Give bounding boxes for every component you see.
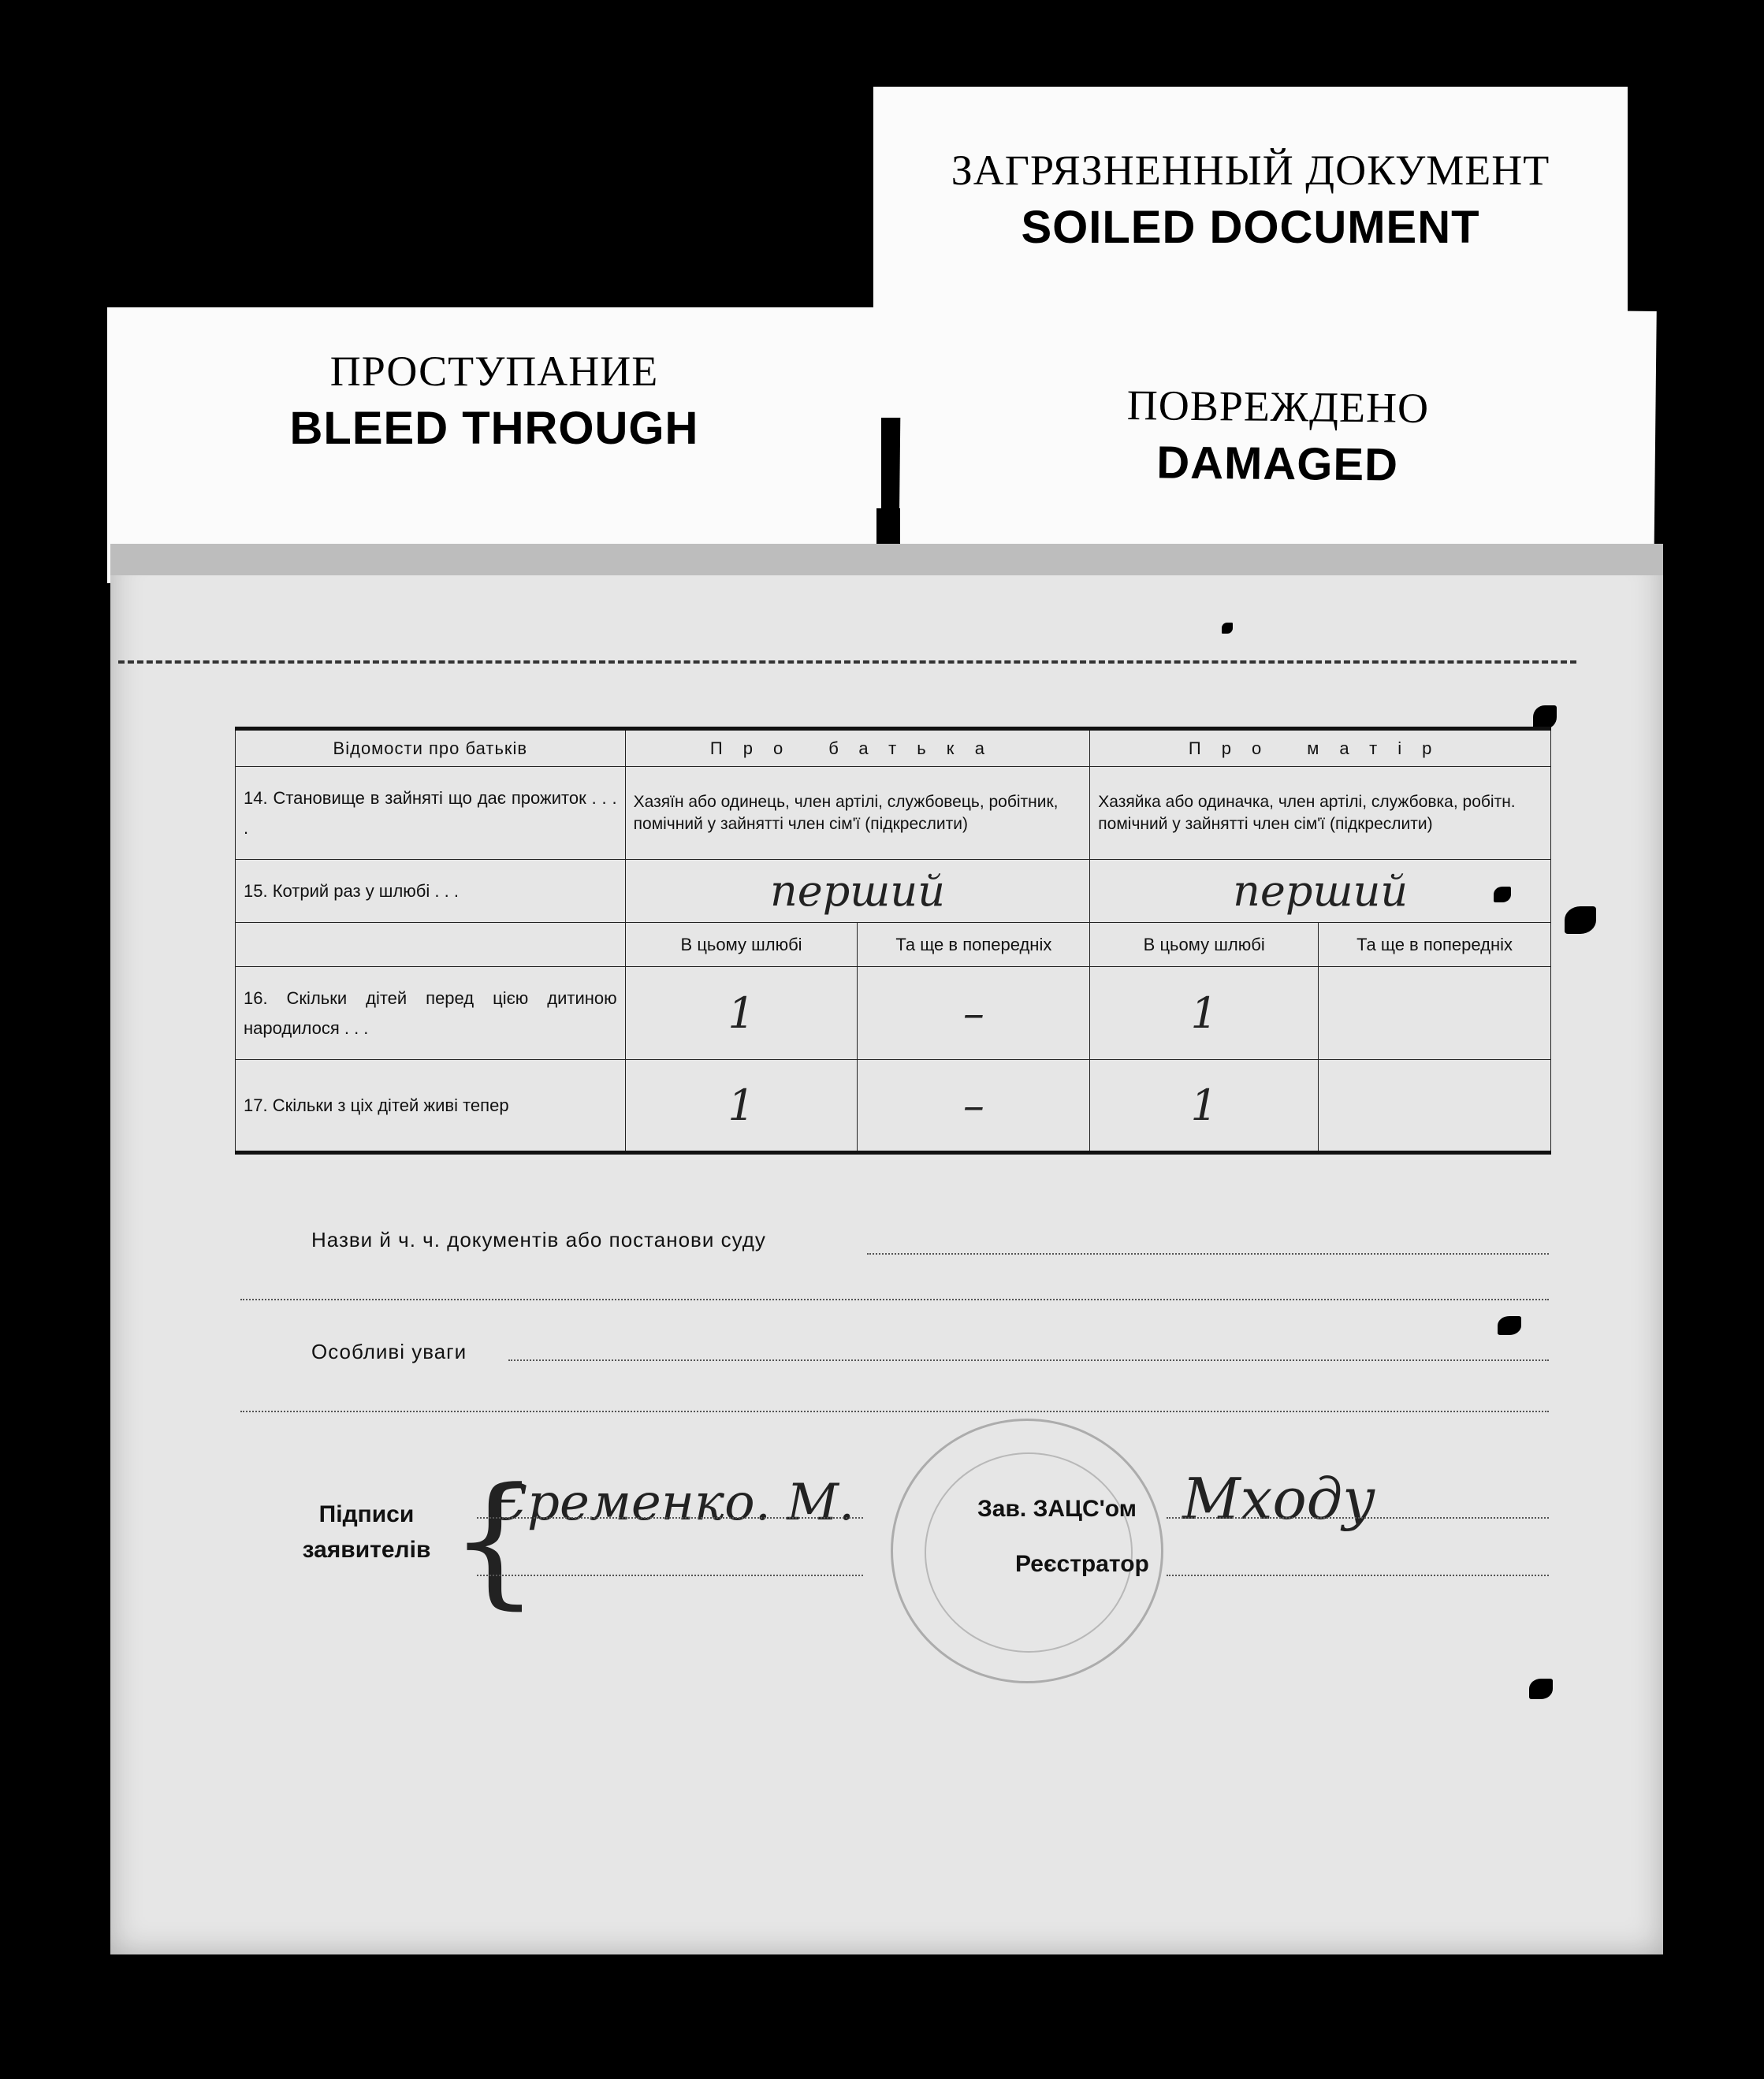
parents-table (235, 727, 1551, 1155)
row16-father-prev: – (858, 967, 1090, 1060)
bleed-through-card (107, 307, 881, 583)
header-mother: Про матір (1090, 729, 1551, 767)
row17-father-this: 1 (625, 1060, 858, 1153)
head-signature: Мходу (1182, 1466, 1376, 1532)
row16-father-this: 1 (625, 967, 858, 1060)
signatures-label: Підписи (318, 1501, 415, 1527)
row17-mother-this: 1 (1090, 1060, 1319, 1153)
tear-mark (1529, 1679, 1553, 1699)
bleed-en-text: BLEED THROUGH (289, 403, 699, 454)
parents-info-form (235, 727, 1551, 1155)
registrar-signature-line (1167, 1575, 1549, 1576)
damaged-card (899, 303, 1657, 579)
registrar-label: Реєстратор (1015, 1551, 1149, 1577)
row14-mother: Хазяйка або одиначка, член артілі, службовка, робітн. помічний у зайнятті член сім'ї (підкреслити) (1090, 767, 1551, 860)
paper-top-edge (110, 544, 1663, 575)
row16-mother-prev (1319, 967, 1551, 1060)
notes-field-line-2 (240, 1411, 1549, 1412)
bleed-ru-text: ПРОСТУПАНИЕ (329, 348, 659, 395)
soiled-ru-text: ЗАГРЯЗНЕННЫЙ ДОКУМЕНТ (951, 147, 1550, 194)
subheader-mother-prev: Та ще в попередніх (1319, 923, 1551, 967)
applicant-signature-line-2 (477, 1575, 863, 1576)
row14-label: 14. Становище в зайняті що дає прожиток . . . . (236, 767, 626, 860)
row17-label: 17. Скільки з ціх дітей живі тепер (236, 1060, 626, 1153)
subheader-father-this: В цьому шлюбі (625, 923, 858, 967)
row15-mother: перший (1090, 860, 1551, 923)
row16-mother-this: 1 (1090, 967, 1319, 1060)
soiled-en-text: SOILED DOCUMENT (1021, 202, 1480, 253)
subheader-father-prev: Та ще в попередніх (858, 923, 1090, 967)
documents-label: Назви й ч. ч. документів або постанови суду (311, 1228, 766, 1251)
signature-brace: { (449, 1458, 540, 1623)
row15-father: перший (625, 860, 1090, 923)
head-signature-line (1167, 1517, 1549, 1519)
subheader-mother-this: В цьому шлюбі (1090, 923, 1319, 967)
hole-mark (1222, 623, 1233, 634)
head-label: Зав. ЗАЦС'ом (977, 1496, 1137, 1522)
header-parents-info: Відомости про батьків (236, 729, 626, 767)
tear-mark (1565, 906, 1596, 934)
notes-label: Особливі уваги (311, 1340, 467, 1363)
damaged-ru-text: ПОВРЕЖДЕНО (1126, 381, 1430, 433)
applicant-signature-line (477, 1517, 863, 1519)
row15-label: 15. Котрий раз у шлюбі . . . (236, 860, 626, 923)
row16-label: 16. Скільки дітей перед цією дитиною народилося . . . (236, 967, 626, 1060)
subheader-blank (236, 923, 626, 967)
applicant-signature: Єременко. М. (489, 1474, 855, 1532)
notes-field-line (508, 1359, 1549, 1361)
documents-field-line (867, 1253, 1549, 1255)
row14-father: Хазяїн або одинець, член артілі, службовець, робітник, помічний у зайнятті член сім'ї (підкреслити) (625, 767, 1090, 860)
damaged-en-text: DAMAGED (1156, 437, 1399, 491)
header-father: Про батька (625, 729, 1090, 767)
row17-mother-prev (1319, 1060, 1551, 1153)
documents-field-line-2 (240, 1299, 1549, 1300)
row17-father-prev: – (858, 1060, 1090, 1153)
tear-mark (1533, 705, 1557, 729)
perforation-line (118, 660, 1576, 664)
applicants-label: заявителів (302, 1537, 431, 1563)
tear-mark (1498, 1316, 1521, 1335)
